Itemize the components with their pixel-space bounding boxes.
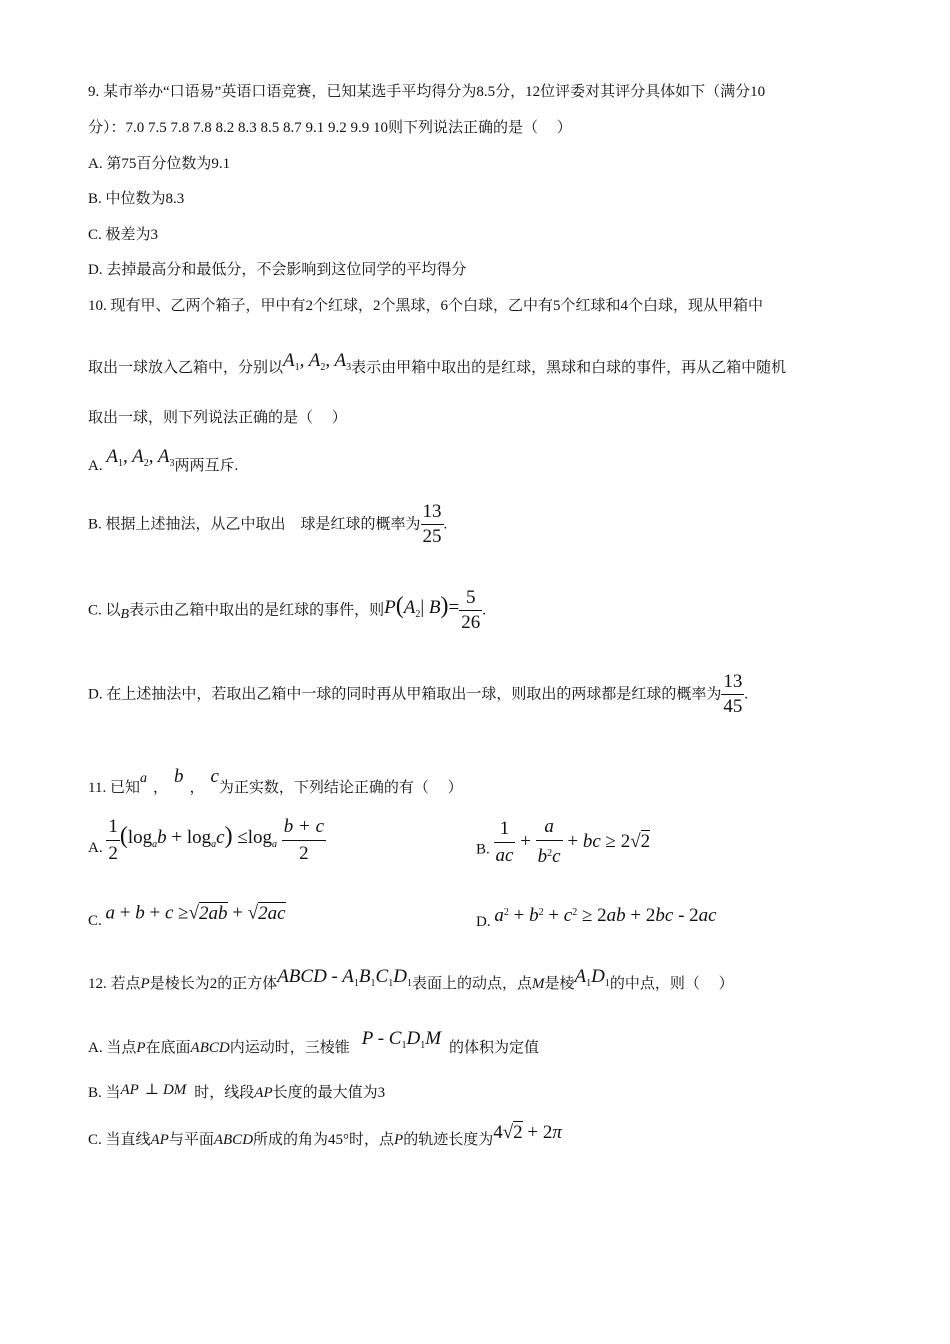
q12-option-a-a: A. 当点 xyxy=(88,1040,137,1056)
q11-option-c-formula: a + b + c ≥√2ab + √2ac xyxy=(105,902,286,924)
q9-option-b: B. 中位数为8.3 xyxy=(88,191,185,207)
q10-stem-line1: 10. 现有甲、乙两个箱子，甲中有2个红球，2个黑球，6个白球，乙中有5个红球和4个白球，现从甲箱中 xyxy=(88,298,764,314)
q10-option-b-text: B. 根据上述抽法，从乙中取出 球是红球的概率为 xyxy=(88,516,421,533)
q12-option-c-c: 所成的角为45°时，点 xyxy=(253,1132,395,1148)
q12-cube-formula: ABCD - $A_1B_1C_1D_1$ xyxy=(277,966,412,989)
q10-option-a-text: 两两互斥. xyxy=(174,458,239,474)
q12-option-a-b: 在底面 xyxy=(145,1040,191,1056)
q11-option-d-label: D. xyxy=(476,913,491,930)
q12-option-c xyxy=(88,1118,562,1155)
q11-option-b-frac2: $\frac{a}{b^2c}$ xyxy=(536,814,563,870)
q12-option-c-formula: 4√2 + 2π xyxy=(493,1122,562,1143)
q9-option-c: C. 极差为3 xyxy=(88,227,159,243)
q12-option-c-ap: AP xyxy=(150,1132,169,1148)
q12-option-b-ap: AP xyxy=(254,1085,273,1101)
q11-option-c-label: C. xyxy=(88,913,102,929)
q12-stem-d: 是棱 xyxy=(544,976,575,992)
q12-option-a-abcd: ABCD xyxy=(190,1040,230,1056)
q12-option-b-a: B. 当 xyxy=(88,1085,121,1101)
q10-option-d: D. 在上述抽法中，若取出乙箱中一球的同时再从甲箱取出一球，则取出的两球都是红球的概率为 $\frac{13}{45}$ . xyxy=(88,671,749,717)
q12-stem-a: 12. 若点 xyxy=(88,976,141,992)
q10-option-d-numerator: 13 xyxy=(723,671,743,692)
q10-option-c-denominator: 26 xyxy=(461,612,481,633)
q10-option-d-fraction xyxy=(721,670,744,719)
q9-stem-line1: 9. 某市举办“口语易”英语口语竞赛，已知某选手平均得分为8.5分，12位评委对其评分具体如下（满分10 xyxy=(88,84,766,100)
q12-stem-e: 的中点，则（ ） xyxy=(609,976,734,992)
q10-option-b: B. 根据上述抽法，从乙中取出 球是红球的概率为 $\frac{13}{25}$ . xyxy=(88,501,448,547)
q12-var-m: M xyxy=(531,976,545,992)
q11-stem-a: 11. 已知 xyxy=(88,780,140,796)
q10-option-c-text-b: 表示由乙箱中取出的是红球的事件，则 xyxy=(129,602,385,619)
q11-sep-2: ， xyxy=(189,780,205,796)
q11-var-a: a xyxy=(139,771,147,786)
q10-events-formula: $A_1$, $A_2$, $A_3$ xyxy=(283,350,352,373)
q10-option-b-denominator: 25 xyxy=(422,526,442,547)
q12-stem xyxy=(88,960,734,1001)
q10-option-b-numerator: 13 xyxy=(422,501,442,522)
q9-stem-line2: 分）：7.0 7.5 7.8 7.8 8.2 8.3 8.5 8.7 9.1 9.2 9.9 10则下列说法正确的是（ ） xyxy=(88,120,572,136)
q10-option-c-fraction xyxy=(459,586,482,635)
q11-var-b: b xyxy=(173,766,184,787)
q12-stem-b: 是棱长为2的正方体 xyxy=(149,976,278,992)
q11-option-a-half: $\frac{1}{2}$ xyxy=(106,814,120,867)
q10-option-c-formula: $P(A_2|$ B)= xyxy=(384,593,460,620)
q11-option-a xyxy=(88,814,326,867)
q12-option-a-c: 内运动时，三棱锥 xyxy=(229,1040,350,1056)
q10-option-a-formula: $A_1$, $A_2$, $A_3$ xyxy=(106,446,175,469)
q10-stem-line2 xyxy=(88,344,786,385)
q11-option-a-fraction: $\frac{b + c}{2}$ xyxy=(282,814,326,867)
q12-option-b-formula: AP xyxy=(120,1082,139,1098)
q11-option-d-formula: $a^2 + b^2 + c^2 \ge 2ab + 2bc - 2ac$ xyxy=(494,905,717,926)
q10-option-c-text-a: C. 以 xyxy=(88,602,121,619)
q11-option-d xyxy=(476,900,717,935)
q9-option-d: D. 去掉最高分和最低分，不会影响到这位同学的平均得分 xyxy=(88,262,467,278)
q11-var-c: c xyxy=(210,766,219,787)
q11-option-a-formula: $(\log_ab + \log_ac) \le\log_a$ xyxy=(119,823,278,850)
q10-option-d-text: D. 在上述抽法中，若取出乙箱中一球的同时再从甲箱取出一球，则取出的两球都是红球的概率为 xyxy=(88,686,722,703)
q9-option-a: A. 第75百分位数为9.1 xyxy=(88,156,231,172)
q12-option-c-a: C. 当直线 xyxy=(88,1132,151,1148)
q11-option-a-label: A. xyxy=(88,839,103,856)
q10-stem-line3: 取出一球，则下列说法正确的是（ ） xyxy=(88,410,347,426)
q12-stem-c: 表面上的动点，点 xyxy=(411,976,532,992)
q11-option-b-label: B. xyxy=(476,841,490,858)
q10-stem-line2-a: 取出一球放入乙箱中，分别以 xyxy=(88,360,284,376)
q11-stem xyxy=(88,760,463,805)
q12-option-b-b: 时，线段 xyxy=(194,1085,255,1101)
q10-option-a xyxy=(88,440,238,483)
q12-option-a-formula: P - $C_1D_1M$ xyxy=(361,1028,442,1051)
q10-option-c: C. 以B表示由乙箱中取出的是红球的事件，则$P(A_2|$ B)= $\frac{5}{26}$ . xyxy=(88,587,486,633)
q10-option-a-label: A. xyxy=(88,458,107,474)
q12-option-a xyxy=(88,1022,539,1065)
q12-edge-formula: $A_1D_1$ xyxy=(574,966,610,989)
q12-option-b: B. 当AP ⊥ DM 时，线段AP长度的最大值为3 xyxy=(88,1082,386,1101)
q12-var-p: P xyxy=(140,976,150,992)
q10-option-b-fraction xyxy=(421,500,444,549)
q12-option-c-d: 的轨迹长度为 xyxy=(403,1132,494,1148)
q11-option-b-formula: + bc ≥ 2√2 xyxy=(562,831,651,852)
q11-sep-1: ， xyxy=(152,780,168,796)
q12-option-c-abcd: ABCD xyxy=(213,1132,254,1148)
q12-option-c-b: 与平面 xyxy=(168,1132,214,1148)
q11-option-b-frac1: $\frac{1}{ac}$ xyxy=(494,816,516,869)
q11-option-b: B. $\frac{1}{ac}$ + $\frac{a}{b^2c}$ + bc ≥ 2√2 xyxy=(476,814,650,870)
q12-option-b-c: 长度的最大值为3 xyxy=(272,1085,386,1101)
q10-stem-line2-b: 表示由甲箱中取出的是红球，黑球和白球的事件，再从乙箱中随机 xyxy=(351,360,787,376)
q11-stem-b: 为正实数，下列结论正确的有（ ） xyxy=(218,780,463,796)
q10-option-c-numerator: 5 xyxy=(465,587,476,608)
q12-option-c-var-p: P xyxy=(394,1132,404,1148)
q12-option-a-d: 的体积为定值 xyxy=(449,1040,540,1056)
q12-option-a-var-p: P xyxy=(136,1040,146,1056)
q10-option-c-var: B xyxy=(120,606,130,622)
q10-option-d-denominator: 45 xyxy=(723,696,743,717)
q11-option-c xyxy=(88,900,286,934)
